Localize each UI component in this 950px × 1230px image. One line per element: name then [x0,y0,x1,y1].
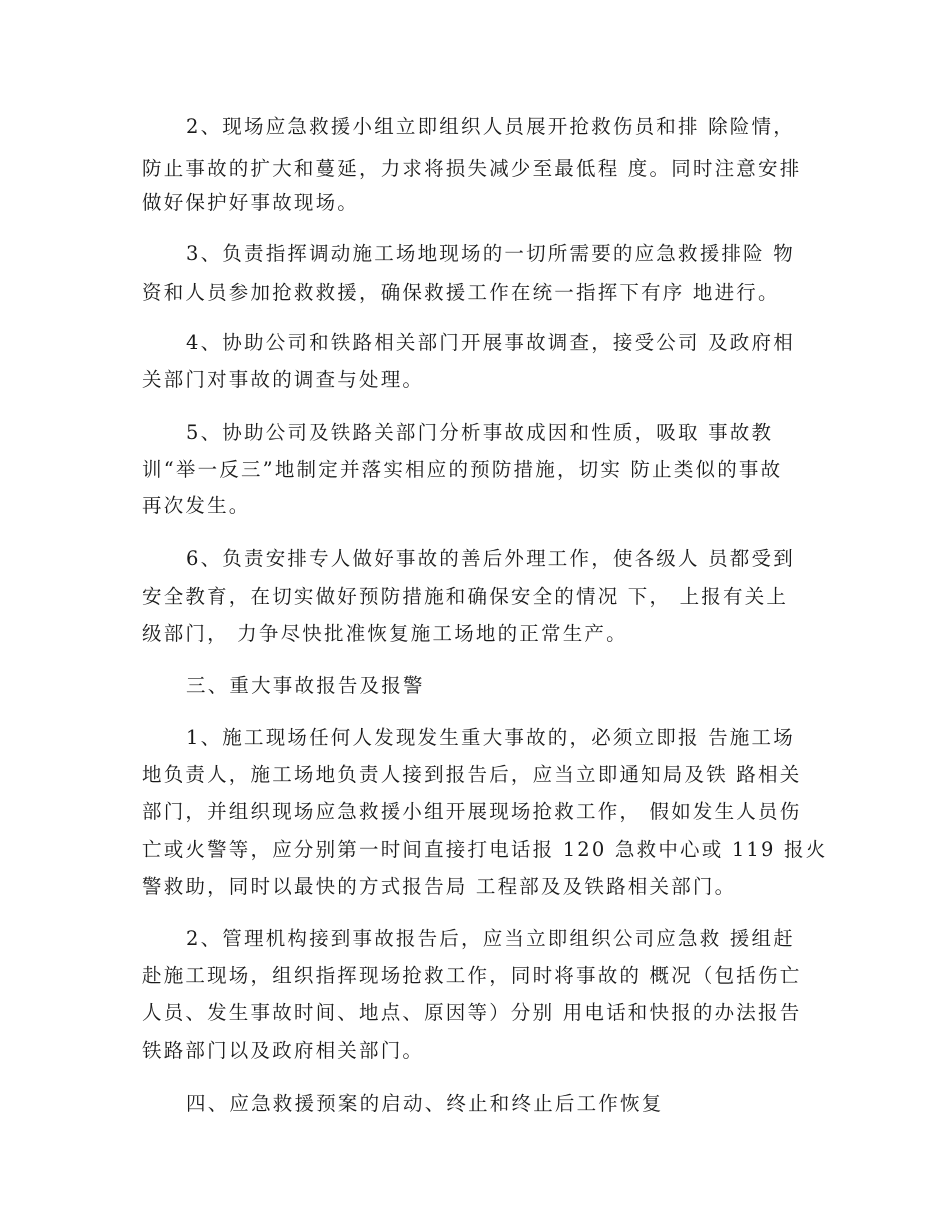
section-3-item-1-line-1: 1、施工现场任何人发现发生重大事故的，必须立即报 告施工场 [186,726,795,749]
section-3-item-2-line-3: 人员、发生事故时间、地点、原因等）分别 用电话和快报的办法报告 [142,1001,802,1024]
paragraph-3-line-1: 3、负责指挥调动施工场地现场的一切所需要的应急救援排险 物 [186,242,795,265]
paragraph-2-line-3: 做好保护好事故现场。 [142,191,360,214]
paragraph-4-line-2: 关部门对事故的调查与处理。 [142,368,425,391]
paragraph-2-line-2: 防止事故的扩大和蔓延，力求将损失减少至最低程 度。同时注意安排 [142,157,802,180]
paragraph-5-line-3: 再次发生。 [142,494,251,517]
paragraph-3-line-2: 资和人员参加抢救救援，确保救援工作在统一指挥下有序 地进行。 [142,281,780,304]
section-4-heading: 四、应急救援预案的启动、终止和终止后工作恢复 [186,1092,664,1115]
section-3-item-2-line-1: 2、管理机构接到事故报告后，应当立即组织公司应急救 援组赶 [186,927,795,950]
paragraph-2-line-1: 2、现场应急救援小组立即组织人员展开抢救伤员和排 除险情， [186,115,795,138]
paragraph-6-line-2: 安全教育，在切实做好预防措施和确保安全的情况 下， 上报有关上 [142,585,789,608]
paragraph-5-line-1: 5、协助公司及铁路关部门分析事故成因和性质，吸取 事故教 [186,421,774,444]
paragraph-5-line-2: 训“举一反三”地制定并落实相应的预防措施，切实 防止类似的事故 [142,458,783,481]
paragraph-6-line-1: 6、负责安排专人做好事故的善后外理工作，使各级人 员都受到 [186,547,795,570]
section-3-heading: 三、重大事故报告及报警 [186,674,425,697]
section-3-item-1-line-2: 地负责人，施工场地负责人接到报告后，应当立即通知局及铁 路相关 [142,763,802,786]
section-3-item-2-line-4: 铁路部门以及政府相关部门。 [142,1039,425,1062]
section-3-item-1-line-3: 部门，并组织现场应急救援小组开展现场抢救工作， 假如发生人员伤 [142,800,802,823]
section-3-item-1-line-5: 警救助，同时以最快的方式报告局 工程部及及铁路相关部门。 [142,875,737,898]
section-3-item-2-line-2: 赴施工现场，组织指挥现场抢救工作，同时将事故的 概况（包括伤亡 [142,964,802,987]
paragraph-6-line-3: 级部门， 力争尽快批准恢复施工场地的正常生产。 [142,622,628,645]
paragraph-4-line-1: 4、协助公司和铁路相关部门开展事故调查，接受公司 及政府相 [186,331,795,354]
section-3-item-1-line-4: 亡或火警等，应分别第一时间直接打电话报 120 急救中心或 119 报火 [142,838,828,861]
